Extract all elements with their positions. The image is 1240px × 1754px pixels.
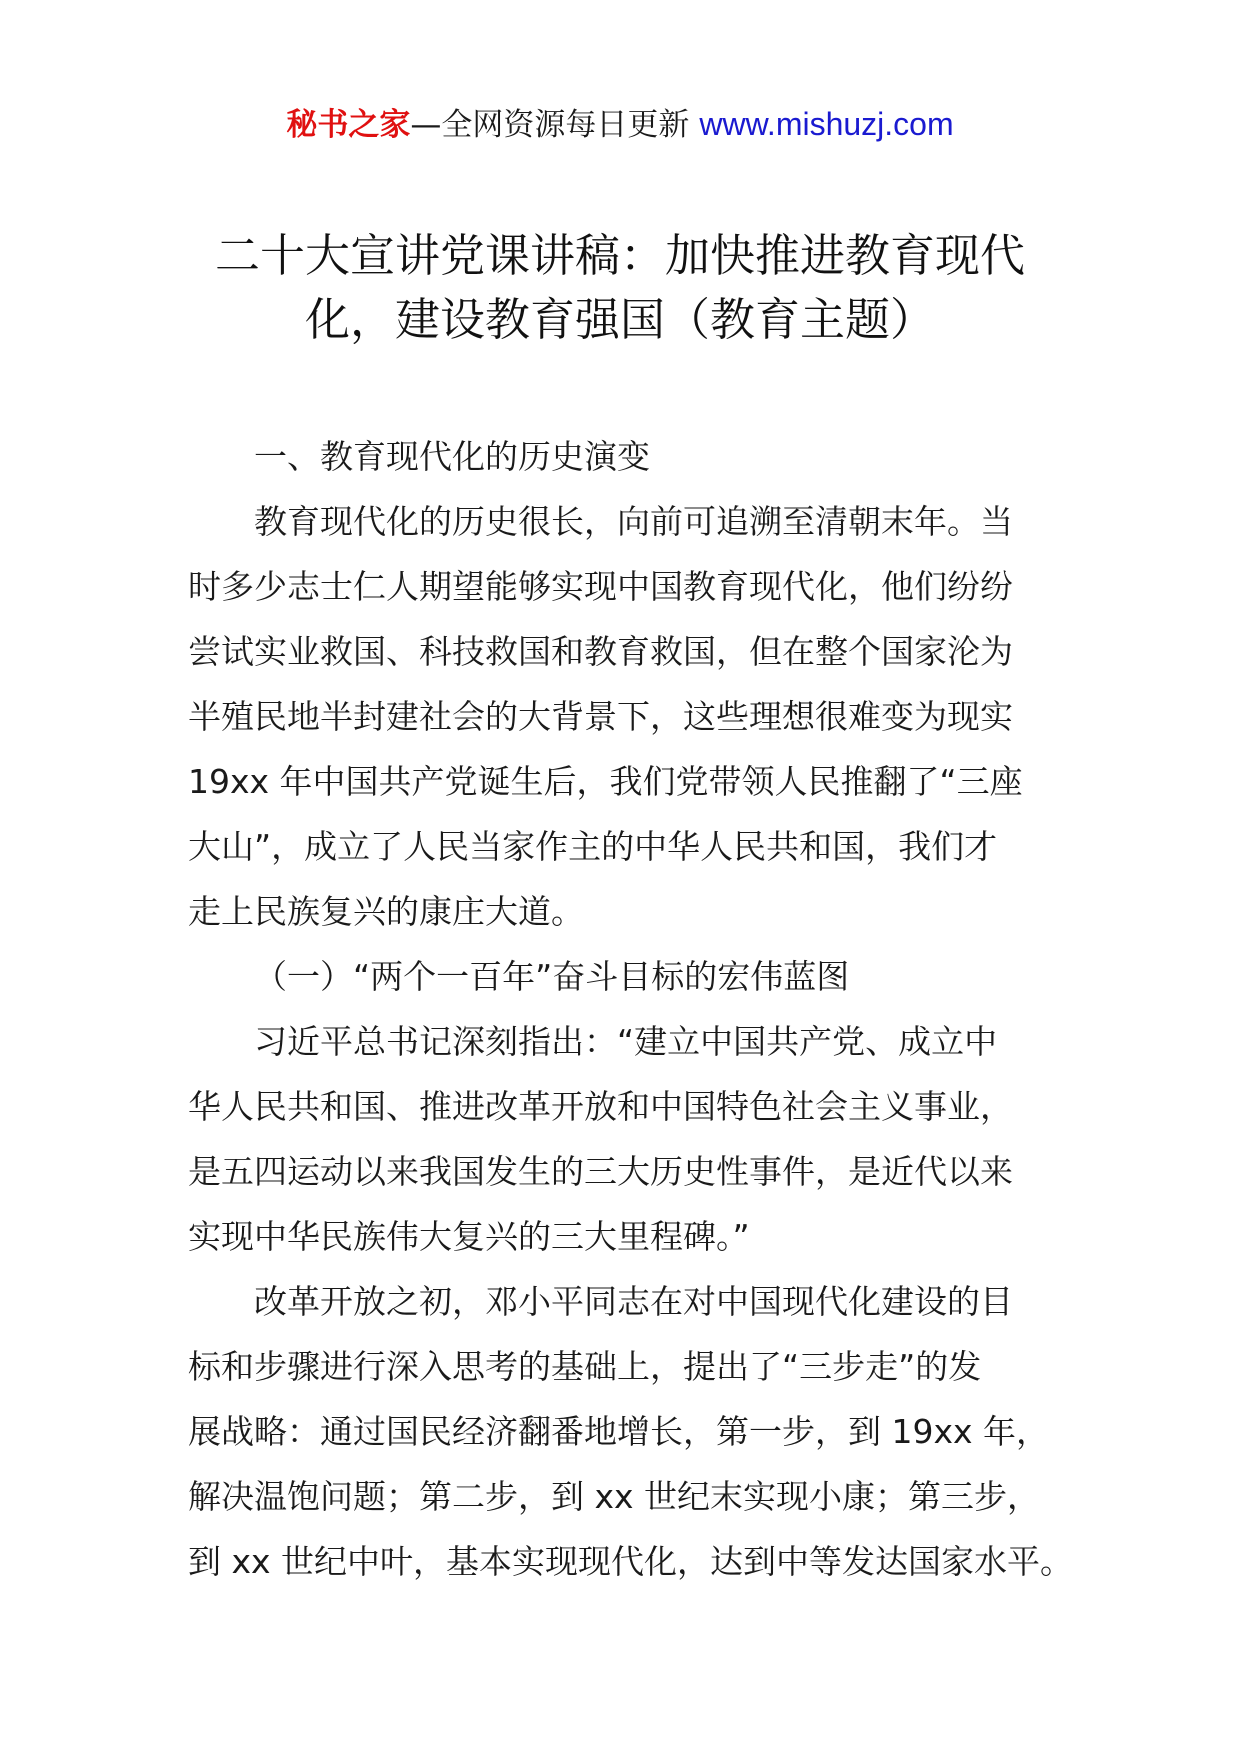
site-header (0, 102, 1240, 147)
body-line: 展战略：通过国民经济翻番地增长，第一步，到 19xx 年， (188, 1412, 1050, 1451)
document-title (190, 224, 1050, 352)
body-line: 时多少志士仁人期望能够实现中国教育现代化，他们纷纷 (188, 567, 1013, 606)
body-line: 是五四运动以来我国发生的三大历史性事件，是近代以来 (188, 1152, 1013, 1191)
body-line: 解决温饱问题；第二步，到 xx 世纪末实现小康；第三步， (188, 1477, 1041, 1516)
body-line: 习近平总书记深刻指出：“建立中国共产党、成立中 (254, 1022, 998, 1061)
body-line: 19xx 年中国共产党诞生后，我们党带领人民推翻了“三座 (188, 762, 1023, 801)
section-heading: 一、教育现代化的历史演变 (254, 437, 650, 476)
body-line: 实现中华民族伟大复兴的三大里程碑。” (188, 1217, 750, 1256)
body-line: 半殖民地半封建社会的大背景下，这些理想很难变为现实 (188, 697, 1013, 736)
site-url-link[interactable]: www.mishuzj.com (699, 106, 954, 142)
body-line: 到 xx 世纪中叶，基本实现现代化，达到中等发达国家水平。 (188, 1542, 1074, 1581)
body-line: 改革开放之初，邓小平同志在对中国现代化建设的目 (254, 1282, 1013, 1321)
subsection-heading: （一）“两个一百年”奋斗目标的宏伟蓝图 (254, 957, 850, 996)
brand-name: 秘书之家 (286, 107, 411, 143)
document-body (188, 424, 1078, 1594)
body-line: 标和步骤进行深入思考的基础上，提出了“三步走”的发 (188, 1347, 982, 1386)
title-line: 二十大宣讲党课讲稿：加快推进教育现代 (214, 229, 1025, 282)
body-line: 大山”，成立了人民当家作主的中华人民共和国，我们才 (188, 827, 998, 866)
title-line: 化，建设教育强国（教育主题） (304, 293, 935, 346)
body-line: 走上民族复兴的康庄大道。 (188, 892, 584, 931)
header-tagline: —全网资源每日更新 (410, 107, 690, 143)
body-line: 教育现代化的历史很长，向前可追溯至清朝末年。当 (254, 502, 1013, 541)
body-line: 华人民共和国、推进改革开放和中国特色社会主义事业， (188, 1087, 1013, 1126)
body-line: 尝试实业救国、科技救国和教育救国，但在整个国家沦为 (188, 632, 1013, 671)
